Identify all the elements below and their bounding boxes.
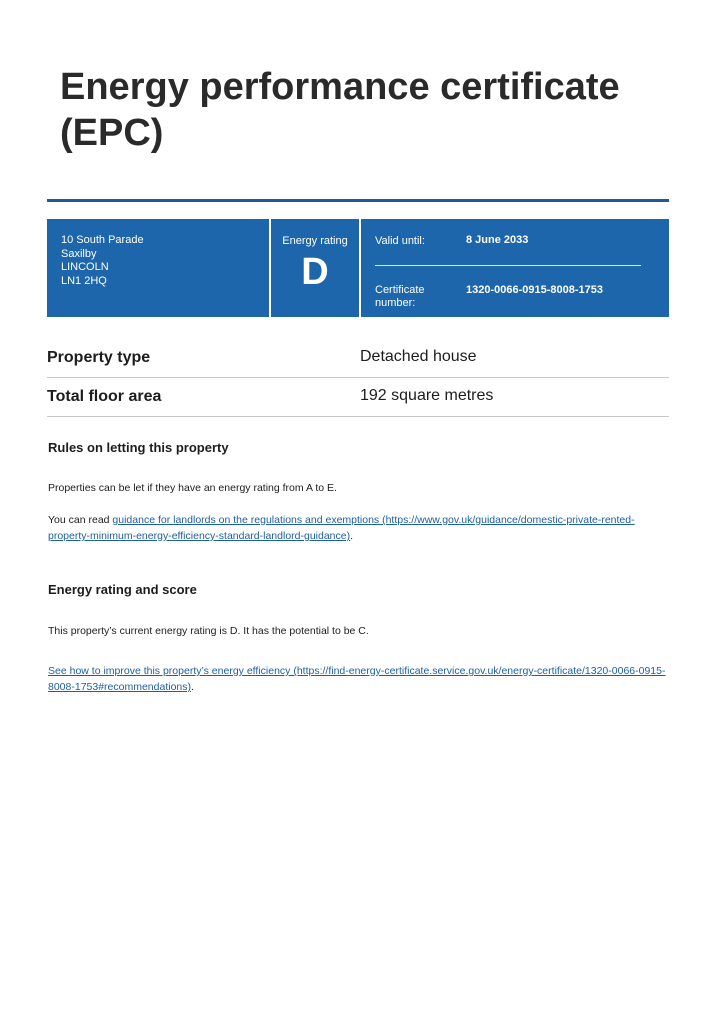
improve-efficiency-link[interactable]: See how to improve this property’s energy efficiency (https://find-energy-certificate.service.gov.uk/energy-certificate/1320-0066-0915-8008-1753#recommendations) xyxy=(48,665,666,693)
certificate-details-cell xyxy=(361,219,669,317)
certificate-number-value: 1320-0066-0915-8008-1753 xyxy=(466,284,604,296)
page-title: Energy performance certificate (EPC) xyxy=(60,66,620,154)
property-type-value: Detached house xyxy=(360,348,477,365)
address-cell xyxy=(47,219,269,317)
floor-area-row xyxy=(47,378,669,417)
landlord-guidance-link[interactable]: guidance for landlords on the regulations and exemptions (https://www.gov.uk/guidance/domestic-private-rented-property-minimum-energy-efficiency-standard-landlord-guidance) xyxy=(48,514,635,542)
improve-efficiency-text xyxy=(48,663,670,695)
energy-rating-label: Energy rating xyxy=(282,235,348,247)
letting-guidance-suffix: . xyxy=(350,530,354,542)
certificate-summary-panel xyxy=(47,219,669,317)
address-line-1: 10 South Parade xyxy=(61,234,144,246)
floor-area-label: Total floor area xyxy=(47,388,162,405)
property-address xyxy=(61,234,144,288)
address-postcode: LN1 2HQ xyxy=(61,274,107,287)
details-divider xyxy=(375,265,641,266)
energy-rating-value: D xyxy=(301,251,329,293)
letting-rules-heading: Rules on letting this property xyxy=(48,440,229,455)
address-line-3: LINCOLN xyxy=(61,261,109,273)
certificate-number-label: Certificate number: xyxy=(375,284,425,309)
letting-guidance-prefix: You can read xyxy=(48,514,113,526)
letting-rules-text: Properties can be let if they have an energy rating from A to E. xyxy=(48,482,337,494)
property-type-label: Property type xyxy=(47,349,151,366)
valid-until-value: 8 June 2033 xyxy=(466,234,529,246)
valid-until-label: Valid until: xyxy=(375,235,425,247)
title-divider xyxy=(47,199,669,202)
energy-rating-score-heading: Energy rating and score xyxy=(48,582,197,597)
floor-area-value: 192 square metres xyxy=(360,387,494,404)
letting-guidance-text xyxy=(48,512,670,544)
improve-efficiency-suffix: . xyxy=(191,681,194,693)
energy-rating-cell xyxy=(271,219,359,317)
property-type-row xyxy=(47,339,669,378)
energy-rating-score-text: This property’s current energy rating is D. It has the potential to be C. xyxy=(48,625,369,637)
address-line-2: Saxilby xyxy=(61,247,97,260)
